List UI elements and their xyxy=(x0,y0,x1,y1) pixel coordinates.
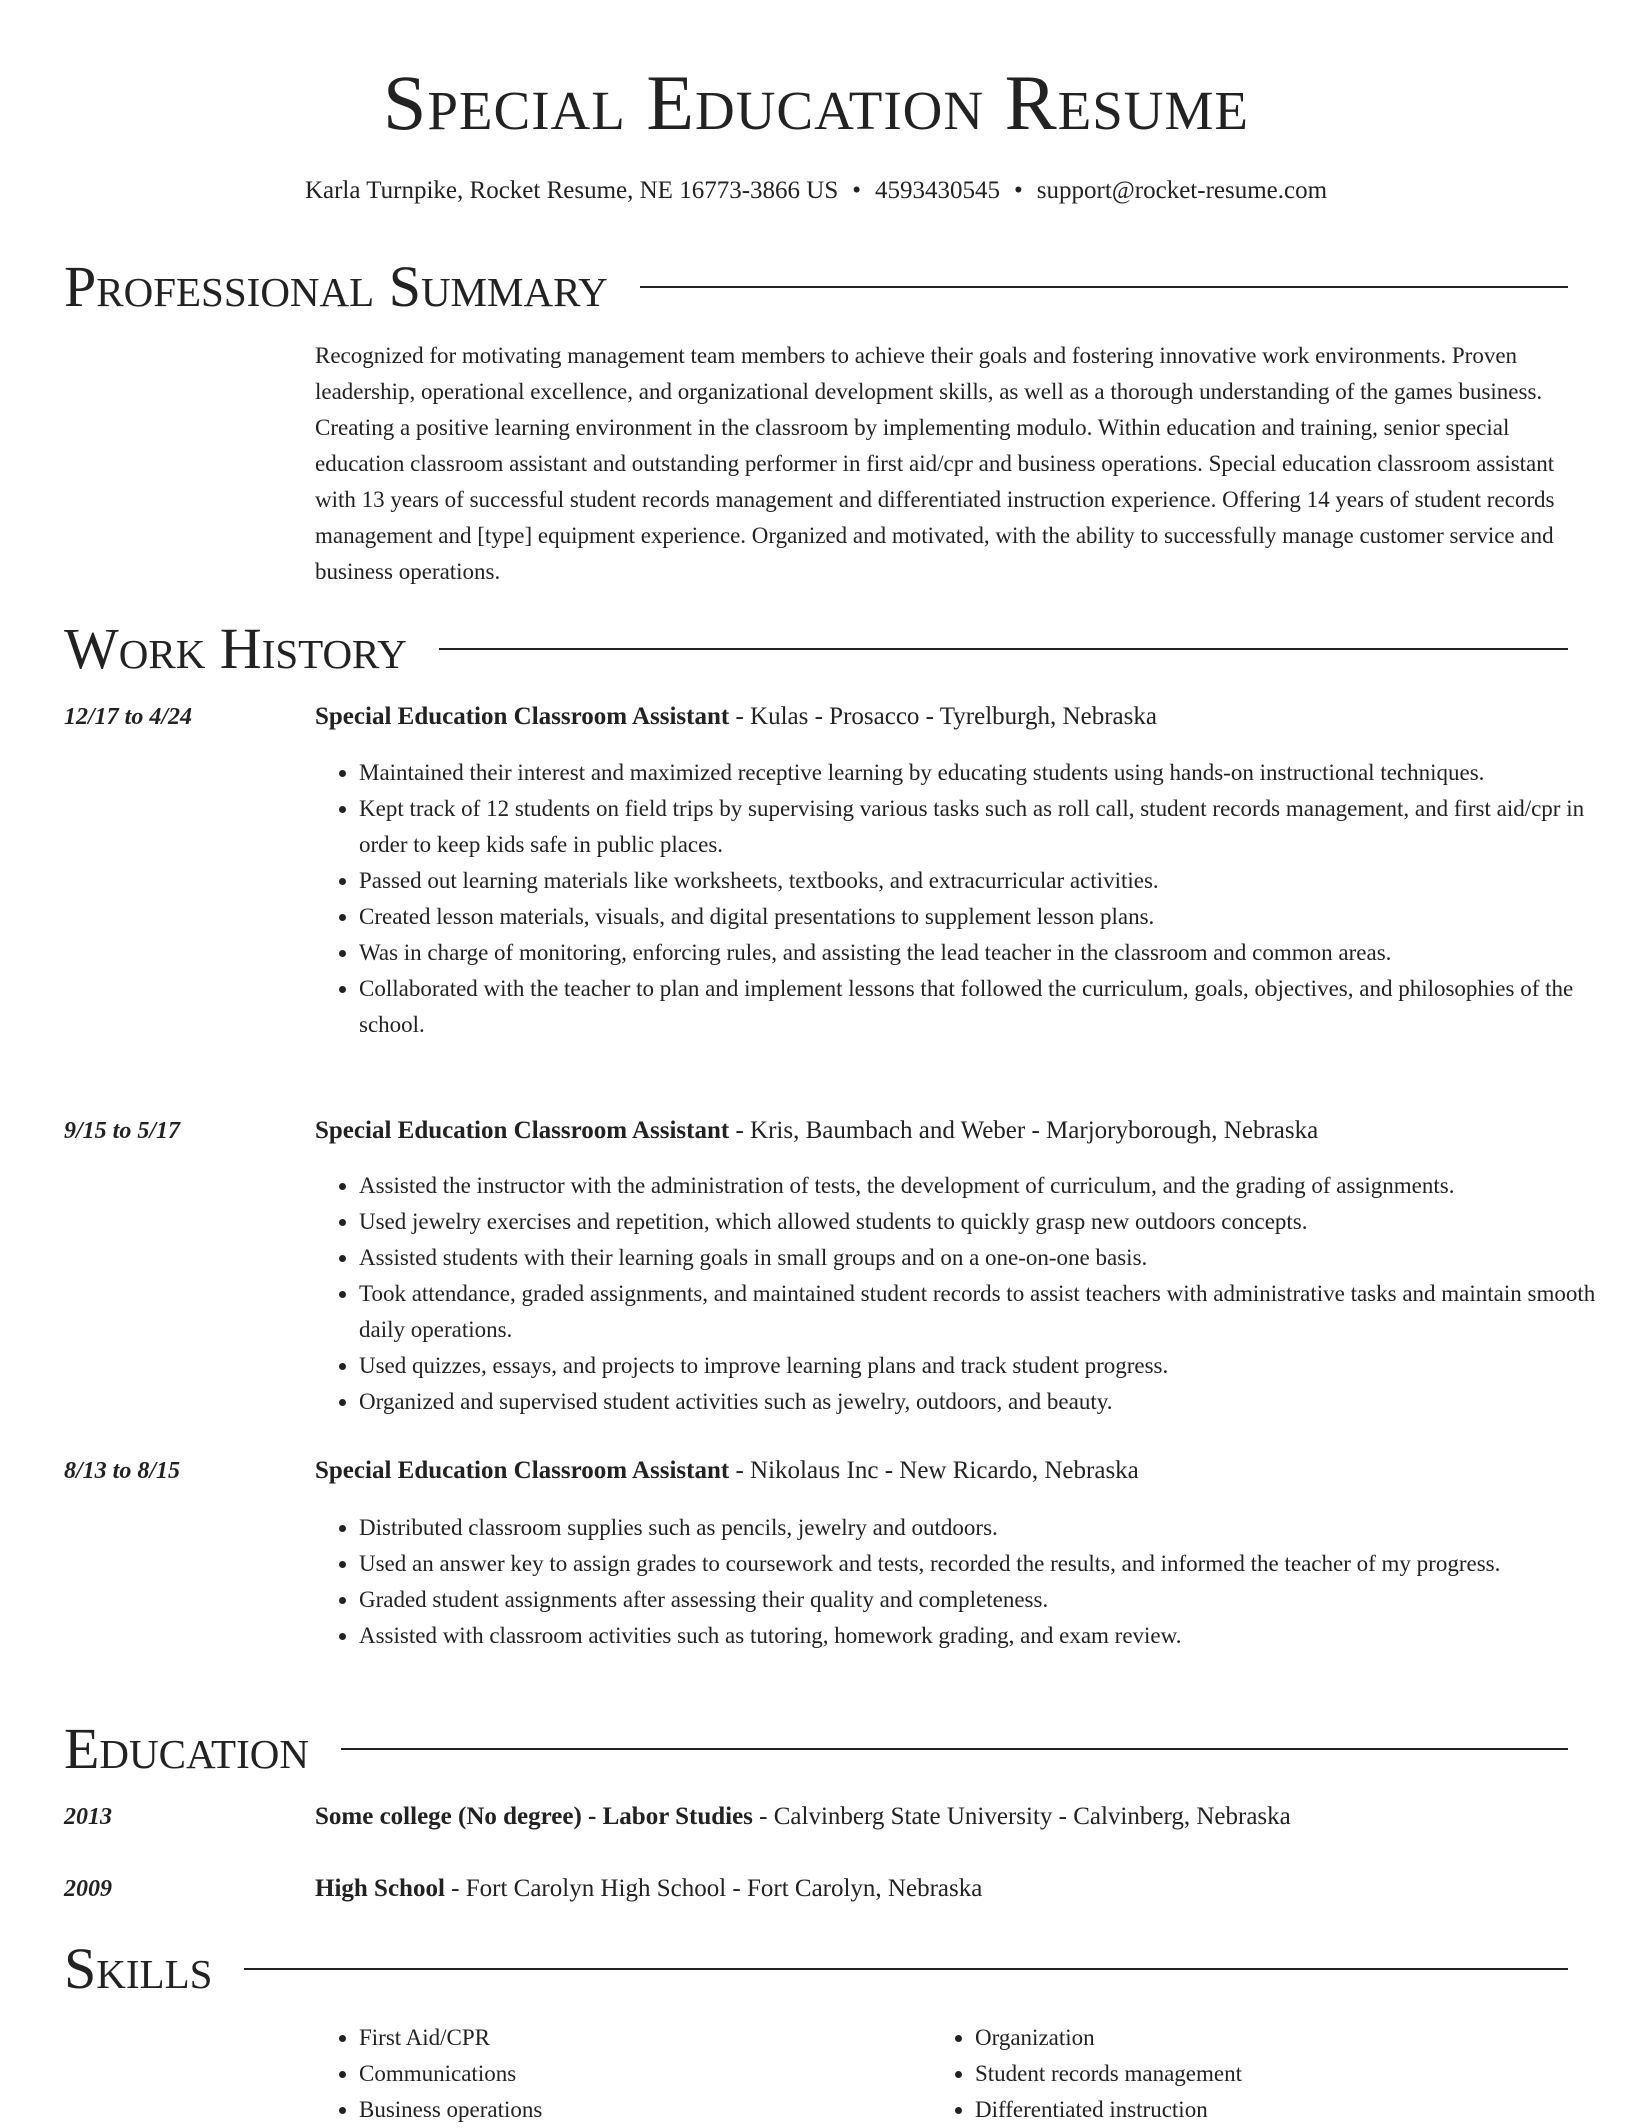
education-heading: Education xyxy=(64,1716,309,1781)
job-bullets xyxy=(315,755,1612,1043)
education-entry xyxy=(315,1803,1568,1831)
job-dates: 9/15 to 5/17 xyxy=(64,1118,181,1144)
job-bullet: • Assisted the instructor with the administration of tests, the development of curriculum, and the grading of assignments. xyxy=(359,1168,1612,1204)
education-school: - Fort Carolyn High School - Fort Carolyn, Nebraska xyxy=(444,1875,983,1902)
section-divider xyxy=(341,1748,1568,1750)
education-school: - Calvinberg State University - Calvinberg, Nebraska xyxy=(752,1803,1291,1830)
job-bullet: • Kept track of 12 students on field trips by supervising various tasks such as roll call, student records management, and first aid/cpr in order to keep kids safe in public places. xyxy=(359,791,1612,863)
job-bullet: • Collaborated with the teacher to plan and implement lessons that followed the curriculum, goals, objectives, and philosophies of the school. xyxy=(359,971,1612,1043)
job-bullet: • Assisted with classroom activities such as tutoring, homework grading, and exam review. xyxy=(359,1618,1612,1654)
job-bullet: • Graded student assignments after assessing their quality and completeness. xyxy=(359,1582,1612,1618)
skill-item: • Business operations xyxy=(359,2092,919,2128)
education-year: 2013 xyxy=(64,1804,112,1830)
summary-heading: Professional Summary xyxy=(64,254,608,319)
job-bullet: • Distributed classroom supplies such as pencils, jewelry and outdoors. xyxy=(359,1510,1612,1546)
skill-item: • Communications xyxy=(359,2056,919,2092)
education-section-header xyxy=(64,1716,1568,1782)
job-heading xyxy=(315,1457,1568,1485)
job-title: Special Education Classroom Assistant xyxy=(315,703,730,730)
skills-heading: Skills xyxy=(64,1936,213,2001)
contact-email: support@rocket-resume.com xyxy=(1036,177,1328,204)
contact-line xyxy=(0,174,1632,208)
summary-text: Recognized for motivating management team members to achieve their goals and fostering innovative work environments. Proven leadership, operational excellence, and organizational development skills, as well as a thorough understanding of the games business. Creating a positive learning environment in the classroom by implementing modulo. Within education and training, senior special education classroom assistant and outstanding performer in first aid/cpr and business operations. Special education classroom assistant with 13 years of successful student records management and differentiated instruction experience. Offering 14 years of student records management and [type] equipment experience. Organized and motivated, with the ability to successfully manage customer service and business operations. xyxy=(315,343,1555,584)
job-bullet: • Passed out learning materials like worksheets, textbooks, and extracurricular activities. xyxy=(359,863,1612,899)
job-bullets xyxy=(315,1168,1612,1420)
contact-address: Karla Turnpike, Rocket Resume, NE 16773-3866 US xyxy=(304,177,839,204)
contact-separator: • xyxy=(1014,177,1023,204)
job-heading xyxy=(315,1117,1568,1145)
contact-phone: 4593430545 xyxy=(875,177,1000,204)
job-employer: - Nikolaus Inc - New Ricardo, Nebraska xyxy=(729,1457,1139,1484)
skill-item: • First Aid/CPR xyxy=(359,2020,919,2056)
job-dates: 8/13 to 8/15 xyxy=(64,1458,181,1484)
job-bullet: • Took attendance, graded assignments, and maintained student records to assist teachers with administrative tasks and maintain smooth daily operations. xyxy=(359,1276,1612,1348)
skill-item: • Student records management xyxy=(975,2056,1575,2092)
job-heading xyxy=(315,703,1568,731)
skills-section-header xyxy=(64,1936,1568,2002)
job-title: Special Education Classroom Assistant xyxy=(315,1457,730,1484)
job-title: Special Education Classroom Assistant xyxy=(315,1117,730,1144)
education-year: 2009 xyxy=(64,1876,112,1902)
job-bullet: • Assisted students with their learning goals in small groups and on a one-on-one basis. xyxy=(359,1240,1612,1276)
section-divider xyxy=(640,286,1568,288)
job-bullet: • Used jewelry exercises and repetition, which allowed students to quickly grasp new outdoors concepts. xyxy=(359,1204,1612,1240)
work-heading: Work History xyxy=(64,616,407,681)
job-bullet: • Organized and supervised student activities such as jewelry, outdoors, and beauty. xyxy=(359,1384,1612,1420)
resume-title: Special Education Resume xyxy=(382,59,1250,146)
job-bullet: • Maintained their interest and maximized receptive learning by educating students using hands-on instructional techniques. xyxy=(359,755,1612,791)
section-divider xyxy=(244,1968,1568,1970)
job-dates: 12/17 to 4/24 xyxy=(64,704,193,730)
job-bullet: • Created lesson materials, visuals, and digital presentations to supplement lesson plans. xyxy=(359,899,1612,935)
summary-section-header xyxy=(64,254,1568,320)
job-bullet: • Was in charge of monitoring, enforcing rules, and assisting the lead teacher in the classroom and common areas. xyxy=(359,935,1612,971)
contact-separator: • xyxy=(852,177,861,204)
job-employer: - Kulas - Prosacco - Tyrelburgh, Nebraska xyxy=(729,703,1157,730)
section-divider xyxy=(439,648,1568,650)
education-entry xyxy=(315,1875,1568,1903)
education-degree: Some college (No degree) - Labor Studies xyxy=(315,1803,753,1830)
skill-item: • Differentiated instruction xyxy=(975,2092,1575,2128)
job-bullet: • Used quizzes, essays, and projects to improve learning plans and track student progress. xyxy=(359,1348,1612,1384)
job-bullets xyxy=(315,1510,1612,1654)
job-bullet: • Used an answer key to assign grades to coursework and tests, recorded the results, and informed the teacher of my progress. xyxy=(359,1546,1612,1582)
job-employer: - Kris, Baumbach and Weber - Marjoryborough, Nebraska xyxy=(729,1117,1319,1144)
work-section-header xyxy=(64,616,1568,682)
education-degree: High School xyxy=(315,1875,445,1902)
skill-item: • Organization xyxy=(975,2020,1575,2056)
